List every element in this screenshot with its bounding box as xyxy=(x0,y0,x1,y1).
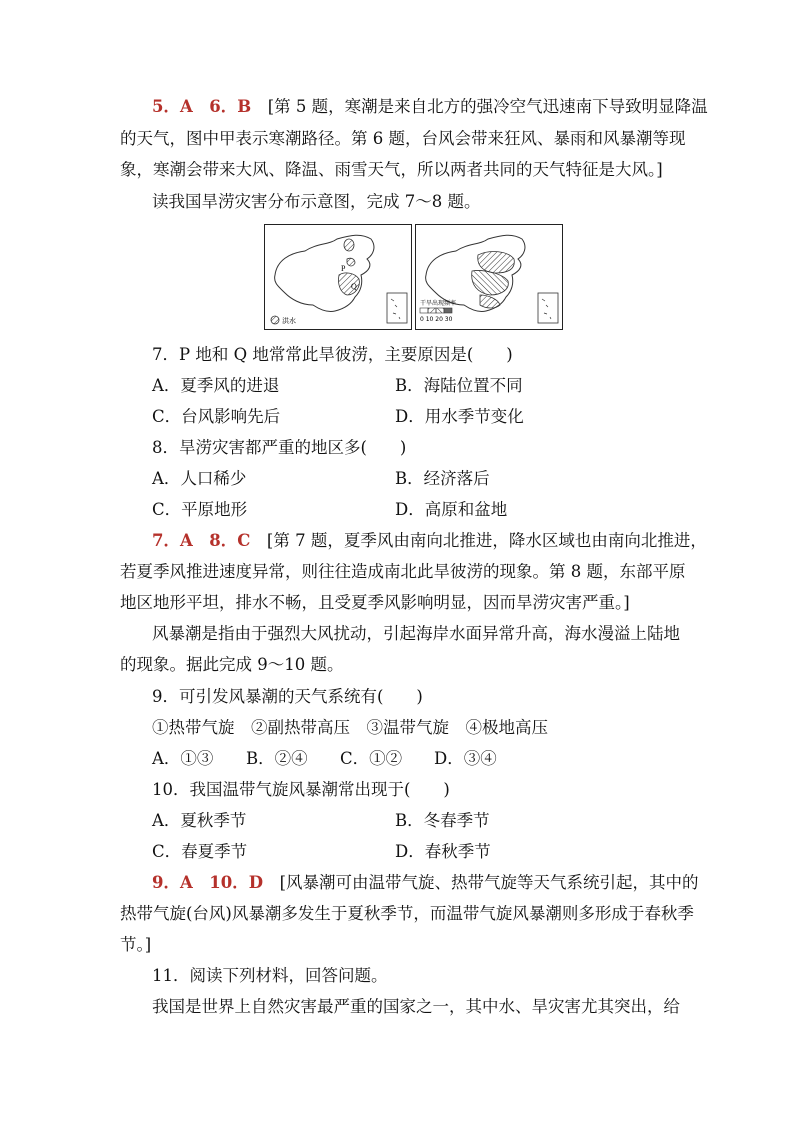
q9-items: ①热带气旋 ②副热带高压 ③温带气旋 ④极地高压 xyxy=(152,718,548,737)
q7-option-a: A．夏季风的进退 xyxy=(152,376,280,395)
q8-option-a: A．人口稀少 xyxy=(152,469,247,488)
flood-legend-label: 洪水 xyxy=(282,317,296,325)
q11-material-line1: 我国是世界上自然灾害最严重的国家之一，其中水、旱灾害尤其突出，给 xyxy=(152,997,680,1016)
q11-stem: 11．阅读下列材料，回答问题。 xyxy=(152,966,388,985)
legend-swatch-1 xyxy=(420,308,428,313)
answer-7-8-text1: [第 7 题，夏季风由南向北推进，降水区域也由南向北推进， xyxy=(266,531,707,550)
flood-region-ne xyxy=(344,239,354,251)
q7-option-c: C．台风影响先后 xyxy=(152,407,281,426)
q8-stem: 8．旱涝灾害都严重的地区多( ) xyxy=(152,438,407,457)
intro-9-10-line2: 的现象。据此完成 9～10 题。 xyxy=(120,655,344,674)
answer-9-10-line1 xyxy=(152,872,699,894)
drought-map xyxy=(415,224,563,330)
answer-9-10-line2: 热带气旋(台风)风暴潮多发生于夏秋季节，而温带气旋风暴潮则多形成于春秋季 xyxy=(120,904,694,923)
answer-5-6-line1 xyxy=(152,96,708,118)
q10-stem: 10．我国温带气旋风暴潮常出现于( ) xyxy=(152,780,450,799)
answer-9-10-line3: 节。] xyxy=(120,935,152,954)
flood-map-graphic xyxy=(265,225,411,329)
q7-option-b: B．海陆位置不同 xyxy=(395,376,523,395)
q10-option-c: C．春夏季节 xyxy=(152,842,248,861)
q7-stem: 7．P 地和 Q 地常常此旱彼涝，主要原因是( ) xyxy=(152,345,513,364)
intro-9-10-line1: 风暴潮是指由于强烈大风扰动，引起海岸水面异常升高，海水漫溢上陆地 xyxy=(152,624,680,643)
q8-option-c: C．平原地形 xyxy=(152,500,248,519)
answer-5: 5．A xyxy=(152,97,193,116)
answer-6: 6．B xyxy=(209,97,252,116)
answer-9: 9．A xyxy=(152,873,193,892)
flood-region-north xyxy=(347,258,355,266)
q9-option-c: C．①② xyxy=(340,749,403,768)
drought-map-graphic xyxy=(416,225,562,329)
q9-option-d: D．③④ xyxy=(434,749,497,768)
answer-10: 10．D xyxy=(209,873,264,892)
drought-legend-scale: 0 10 20 30 xyxy=(420,316,453,323)
answer-5-6-text1: [第 5 题，寒潮是来自北方的强冷空气迅速南下导致明显降温 xyxy=(267,97,708,116)
legend-swatch-4 xyxy=(444,308,452,313)
q10-option-d: D．春秋季节 xyxy=(395,842,491,861)
q9-stem: 9．可引发风暴潮的天气系统有( ) xyxy=(152,687,423,706)
q8-option-d: D．高原和盆地 xyxy=(395,500,508,519)
q10-option-a: A．夏秋季节 xyxy=(152,811,247,830)
q9-option-b: B．②④ xyxy=(246,749,308,768)
answer-5-6-line2: 的天气，图中甲表示寒潮路径。第 6 题，台风会带来狂风、暴雨和风暴潮等现 xyxy=(120,129,686,148)
south-sea-inset-right xyxy=(538,293,558,323)
q9-option-a: A．①③ xyxy=(152,749,214,768)
drought-legend-title: 干旱出现频率 xyxy=(420,300,457,307)
intro-7-8: 读我国旱涝灾害分布示意图，完成 7～8 题。 xyxy=(152,192,481,211)
answer-5-6-line3: 象，寒潮会带来大风、降温、雨雪天气，所以两者共同的天气特征是大风。] xyxy=(120,160,663,179)
answer-9-10-text1: [风暴潮可由温带气旋、热带气旋等天气系统引起，其中的 xyxy=(279,873,699,892)
south-sea-inset-left xyxy=(387,293,407,323)
legend-swatch-2 xyxy=(428,308,436,313)
flood-legend-icon xyxy=(271,316,279,324)
flood-map xyxy=(264,224,412,330)
q8-option-b: B．经济落后 xyxy=(395,469,490,488)
answer-7-8-line1 xyxy=(152,530,707,552)
answer-7-8-line2: 若夏季风推进速度异常，则往往造成南北此旱彼涝的现象。第 8 题，东部平原 xyxy=(120,562,686,581)
answer-7-8-line3: 地区地形平坦，排水不畅，且受夏季风影响明显，因而旱涝灾害严重。] xyxy=(120,593,630,612)
answer-7: 7．A xyxy=(152,531,193,550)
china-outline-left xyxy=(275,235,374,311)
legend-swatch-3 xyxy=(436,308,444,313)
label-q: Q xyxy=(351,282,357,291)
q7-option-d: D．用水季节变化 xyxy=(395,407,524,426)
answer-8: 8．C xyxy=(209,531,251,550)
label-p: P xyxy=(341,264,346,273)
q10-option-b: B．冬春季节 xyxy=(395,811,490,830)
